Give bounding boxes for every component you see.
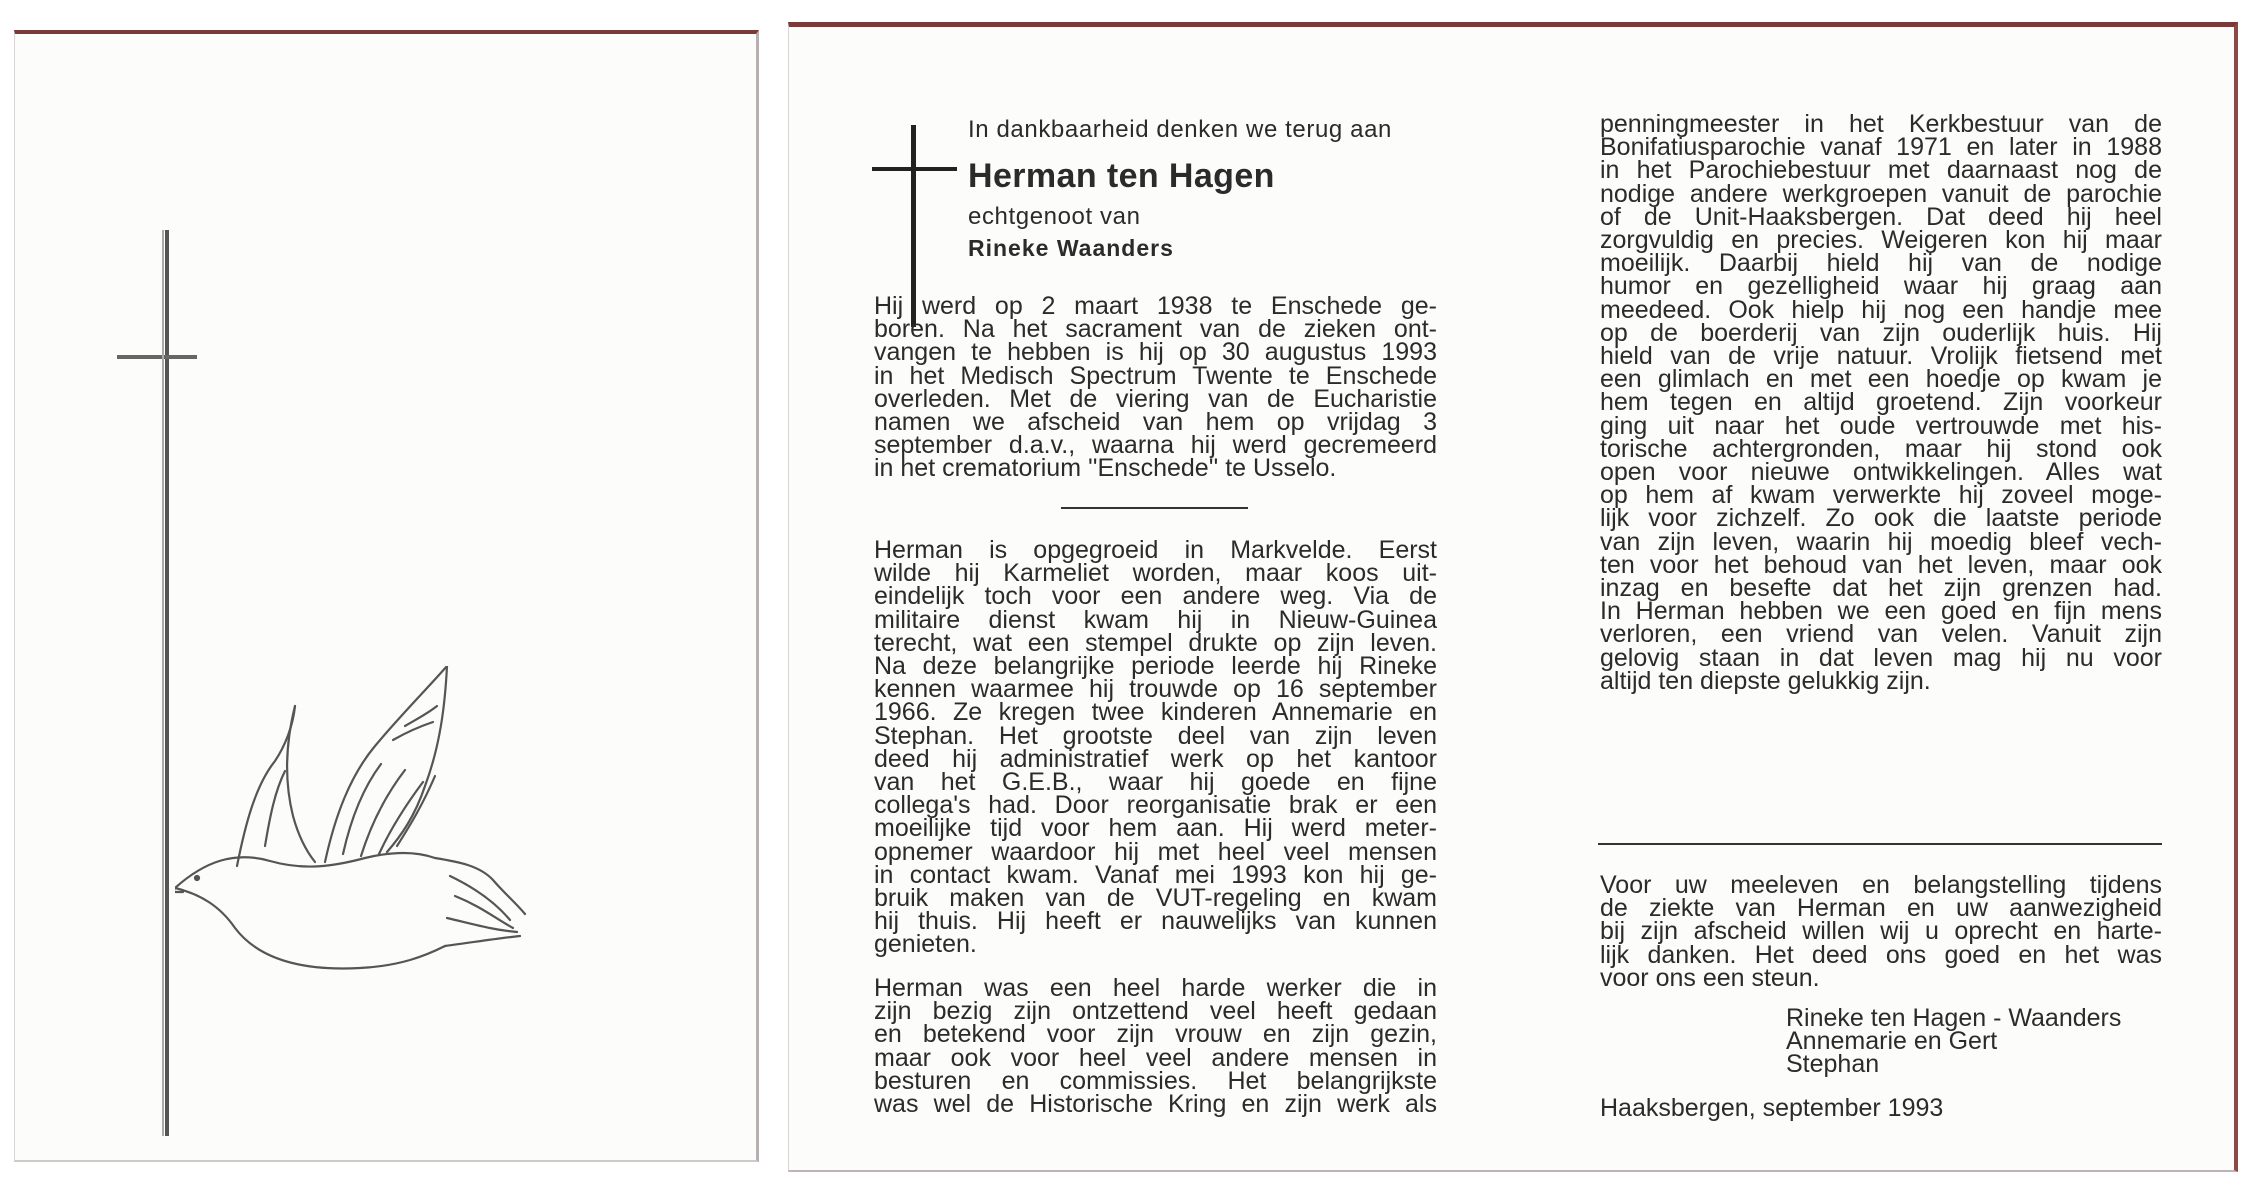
text-line: hem tegen en altijd groetend. Zijn voorkeur bbox=[1600, 388, 2162, 417]
text-line: Voor uw meeleven en belangstelling tijdens bbox=[1600, 871, 2162, 899]
text-line: in het crematorium ''Enschede'' te Usselo. bbox=[874, 454, 1337, 483]
text-line: overleden. Met de viering van de Eucharistie bbox=[874, 384, 1437, 413]
text-line: Stephan. Het grootste deel van zijn leven bbox=[874, 721, 1437, 750]
text-line: en betekend voor zijn vrouw en zijn gezin, bbox=[874, 1020, 1437, 1049]
text-line: namen we afscheid van hem op vrijdag 3 bbox=[874, 408, 1437, 437]
text-line: Na deze belangrijke periode leerde hij Rineke bbox=[874, 652, 1437, 681]
text-line: kennen waarmee hij trouwde op 16 september bbox=[874, 675, 1437, 704]
dove-icon bbox=[175, 666, 535, 996]
text-line: Bonifatiusparochie vanaf 1971 en later in 1988 bbox=[1600, 133, 2162, 162]
text-line: Herman was een heel harde werker die in bbox=[874, 974, 1437, 1002]
text-line: Herman is opgegroeid in Markvelde. Eerst bbox=[874, 536, 1437, 564]
text-line: in het Medisch Spectrum Twente te Enschede bbox=[874, 361, 1437, 390]
text-line: verloren, een vriend van velen. Vanuit zijn bbox=[1600, 620, 2162, 649]
text-line: collega's had. Door reorganisatie brak er een bbox=[874, 791, 1437, 820]
text-line: september d.a.v., waarna hij werd gecremeerd bbox=[874, 431, 1437, 460]
text-line: militaire dienst kwam hij in Nieuw-Guinea bbox=[874, 605, 1437, 634]
text-line: zorgvuldig en precies. Weigeren kon hij maar bbox=[1600, 226, 2162, 255]
intro-line: In dankbaarheid denken we terug aan bbox=[968, 116, 1392, 143]
text-line: eindelijk toch voor een andere weg. Via de bbox=[874, 582, 1437, 611]
text-line: lijk danken. Het deed ons goed en het was bbox=[1600, 940, 2162, 969]
paragraph-1 bbox=[874, 292, 1437, 483]
text-line: genieten. bbox=[874, 930, 977, 959]
divider bbox=[1061, 507, 1248, 509]
text-line: ging uit naar het oude vertrouwde met his- bbox=[1600, 411, 2162, 440]
text-line: zijn bezig zijn ontzettend veel heeft gedaan bbox=[874, 997, 1437, 1026]
text-line: inzag en besefte dat het zijn grenzen had. bbox=[1600, 574, 2162, 603]
divider bbox=[1598, 843, 2162, 845]
text-line: wilde hij Karmeliet worden, maar koos uit- bbox=[874, 559, 1437, 588]
text-line: gelovig staan in dat leven mag hij nu voor bbox=[1600, 643, 2162, 672]
text-line: penningmeester in het Kerkbestuur van de bbox=[1600, 110, 2162, 138]
card-left-panel bbox=[14, 30, 759, 1162]
text-line: maar ook voor heel veel andere mensen in bbox=[874, 1043, 1437, 1072]
relation-line: echtgenoot van bbox=[968, 203, 1141, 230]
text-line: was wel de Historische Kring en zijn werk als bbox=[874, 1090, 1437, 1119]
text-line: op hem af kwam verwerkte hij zoveel moge- bbox=[1600, 481, 2162, 510]
text-line: van zijn leven, waarin hij moedig bleef vech- bbox=[1600, 527, 2162, 556]
spouse-name: Rineke Waanders bbox=[968, 235, 1174, 261]
signatory: Rineke ten Hagen - Waanders bbox=[1786, 1004, 2122, 1032]
text-line: bij zijn afscheid willen wij u oprecht en harte- bbox=[1600, 917, 2162, 946]
text-line: hield van de vrije natuur. Vrolijk fietsend met bbox=[1600, 342, 2162, 371]
text-line: ten voor het behoud van het leven, maar ook bbox=[1600, 550, 2162, 579]
text-line: torische achtergronden, maar hij stond ook bbox=[1600, 434, 2162, 463]
signatories bbox=[1786, 1004, 2122, 1079]
text-line: moeilijke tijd voor hem aan. Hij werd meter- bbox=[874, 814, 1437, 843]
deceased-name: Herman ten Hagen bbox=[968, 157, 1275, 195]
text-line: bruik maken van de VUT-regeling en kwam bbox=[874, 884, 1437, 913]
text-line: Hij werd op 2 maart 1938 te Enschede ge- bbox=[874, 292, 1437, 320]
text-line: de ziekte van Herman en uw aanwezigheid bbox=[1600, 894, 2162, 923]
text-line: terecht, wat een stempel drukte op zijn leven. bbox=[874, 628, 1437, 657]
text-line: een glimlach en met een hoedje op kwam je bbox=[1600, 365, 2162, 394]
text-line: In Herman hebben we een goed en fijn mens bbox=[1600, 597, 2162, 626]
text-line: in contact kwam. Vanaf mei 1993 kon hij ge- bbox=[874, 860, 1437, 889]
text-line: in het Parochiebestuur met daarnaast nog de bbox=[1600, 156, 2162, 185]
paragraph-4 bbox=[1600, 110, 2162, 695]
text-line: 1966. Ze kregen twee kinderen Annemarie en bbox=[874, 698, 1437, 727]
text-line: meedeed. Ook hielp hij nog een handje mee bbox=[1600, 295, 2162, 324]
place-date: Haaksbergen, september 1993 bbox=[1600, 1094, 1944, 1122]
text-line: op de boerderij van zijn ouderlijk huis. Hij bbox=[1600, 318, 2162, 347]
text-line: hij thuis. Hij heeft er nauwelijks van kunnen bbox=[874, 907, 1437, 936]
text-line: opnemer waardoor hij met heel veel mensen bbox=[874, 837, 1437, 866]
text-line: nodige andere werkgroepen vanuit de parochie bbox=[1600, 179, 2162, 208]
text-line: vangen te hebben is hij op 30 augustus 1993 bbox=[874, 338, 1437, 367]
text-line: voor ons een steun. bbox=[1600, 963, 1820, 992]
signatory: Annemarie en Gert bbox=[1786, 1027, 1998, 1056]
text-line: van het G.E.B., waar hij goede en fijne bbox=[874, 768, 1437, 797]
thanks-paragraph bbox=[1600, 871, 2162, 992]
signatory: Stephan bbox=[1786, 1050, 1880, 1079]
text-line: of de Unit-Haaksbergen. Dat deed hij heel bbox=[1600, 202, 2162, 231]
paragraph-3 bbox=[874, 974, 1437, 1119]
paragraph-2 bbox=[874, 536, 1437, 959]
text-line: humor en gezelligheid waar hij graag aan bbox=[1600, 272, 2162, 301]
text-line: besturen en commissies. Het belangrijkste bbox=[874, 1066, 1437, 1095]
text-line: open voor nieuwe ontwikkelingen. Alles wat bbox=[1600, 458, 2162, 487]
text-line: lijk voor zichzelf. Zo ook die laatste periode bbox=[1600, 504, 2162, 533]
text-line: moeilijk. Daarbij hield hij van de nodige bbox=[1600, 249, 2162, 278]
text-line: deed hij administratief werk op het kantoor bbox=[874, 744, 1437, 773]
text-line: boren. Na het sacrament van de zieken ont- bbox=[874, 315, 1437, 344]
text-line: altijd ten diepste gelukkig zijn. bbox=[1600, 666, 1931, 695]
